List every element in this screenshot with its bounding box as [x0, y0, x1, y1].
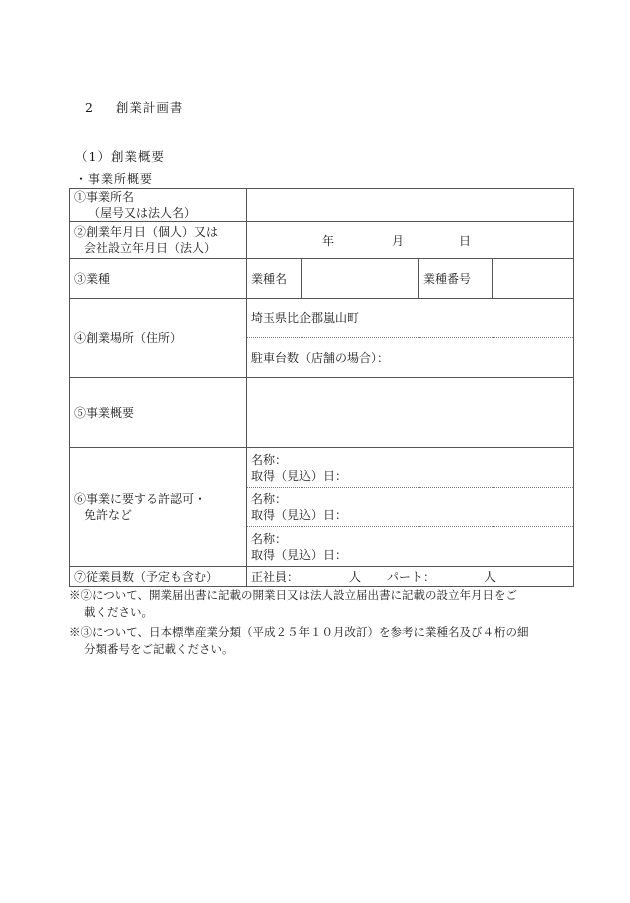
location-address[interactable]: 埼玉県比企郡嵐山町 [247, 299, 574, 338]
employees-field[interactable] [247, 567, 574, 587]
section-heading [85, 98, 183, 116]
office-name-field[interactable] [247, 189, 574, 222]
permit-date-label: 取得（見込）日： [251, 468, 348, 483]
permit-name-label: 名称： [251, 531, 288, 546]
office-name-sublabel: （屋号又は法人名） [88, 206, 197, 220]
row-location [70, 299, 574, 338]
location-label: ④創業場所（住所） [70, 299, 247, 378]
permit-date-label: 取得（見込）日： [251, 547, 348, 562]
row-employees [70, 567, 574, 587]
bullet-title: ・事業所概要 [75, 172, 154, 186]
industry-code-field[interactable] [493, 259, 574, 299]
office-name-label: ①事業所名 [74, 190, 135, 204]
founding-date-label: ②創業年月日（個人）又は [74, 225, 219, 239]
parttime-unit: 人 [484, 570, 497, 584]
note-2-line-1: ※③について、日本標準産業分類（平成２５年１０月改訂）を参考に業種名及び４桁の細 [69, 625, 529, 639]
overview-field[interactable] [247, 378, 574, 448]
permits-label-cell [70, 448, 247, 567]
note-2-line-2: 分類番号をご記載ください。 [84, 642, 234, 656]
day-label: 日 [459, 234, 472, 248]
subsection-title: （1）創業概要 [75, 149, 165, 164]
fulltime-label: 正社員： [251, 570, 300, 584]
year-label: 年 [322, 234, 335, 248]
section-title: 創業計画書 [115, 100, 184, 115]
permit-name-label: 名称： [251, 452, 288, 467]
fulltime-unit: 人 [349, 570, 362, 584]
employees-label: ⑦従業員数（予定も含む） [70, 567, 247, 587]
month-label: 月 [392, 234, 405, 248]
row-office-name [70, 189, 574, 222]
industry-name-field[interactable] [302, 259, 419, 299]
note-1-line-2: 載ください。 [84, 605, 153, 619]
row-permit-1 [70, 448, 574, 488]
note-1-line-1: ※②について、開業届出書に記載の開業日又は法人設立届出書に記載の設立年月日をご [69, 588, 518, 602]
permits-label: ⑥事業に要する許認可・ [74, 492, 207, 506]
row-founding-date [70, 222, 574, 259]
permits-label2: 免許など [84, 508, 133, 522]
permit-entry[interactable] [247, 527, 574, 567]
row-overview [70, 378, 574, 448]
permit-name-label: 名称： [251, 492, 288, 506]
permit-entry[interactable] [247, 488, 574, 527]
founding-date-label2: 会社設立年月日（法人） [84, 241, 217, 255]
parking-field[interactable]: 駐車台数（店舗の場合）： [247, 338, 574, 378]
business-overview-table [69, 188, 574, 587]
parttime-label: パート： [387, 570, 436, 584]
overview-label: ⑤事業概要 [70, 378, 247, 448]
founding-date-label-cell [70, 222, 247, 259]
office-name-label-cell [70, 189, 247, 222]
industry-label: ③業種 [70, 259, 247, 299]
industry-code-label: 業種番号 [419, 259, 493, 299]
founding-date-field[interactable] [247, 222, 574, 259]
permit-entry[interactable] [247, 448, 574, 488]
permit-date-label: 取得（見込）日： [251, 508, 348, 522]
section-number: 2 [85, 100, 94, 115]
row-industry [70, 259, 574, 299]
industry-name-label: 業種名 [247, 259, 302, 299]
